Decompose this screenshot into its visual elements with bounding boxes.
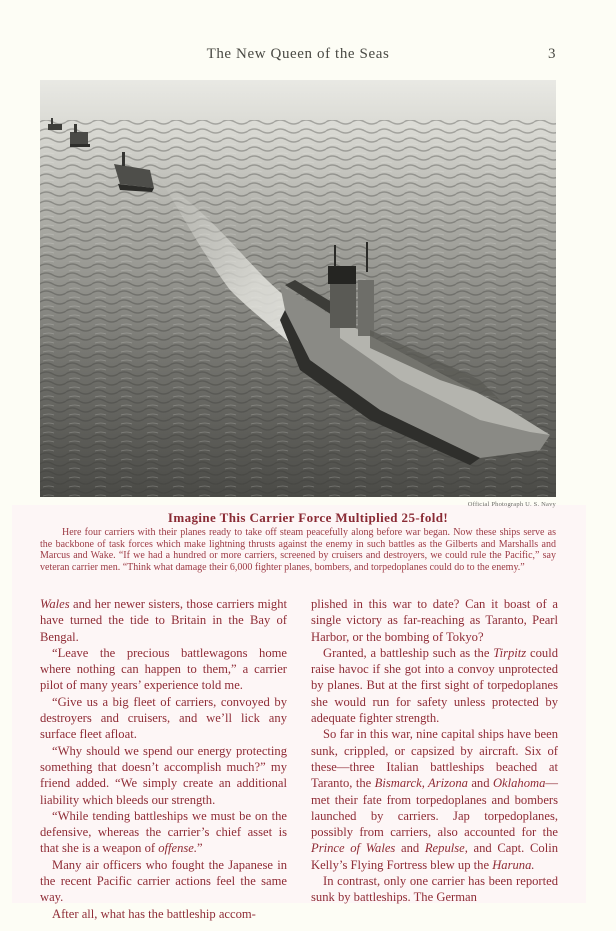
running-head <box>0 46 616 66</box>
ship-name: Repulse, <box>424 841 468 856</box>
photo-credit: Official Photograph U. S. Navy <box>467 501 556 508</box>
paragraph: Many air officers who fought the Japanese in the recent Pacific carrier actions feel the same way. <box>40 857 287 905</box>
paragraph-text: could raise havoc if she got into a convoy unprotected by planes. But at the first sight of torpedoplanes she would run for safety unless protected by adequate fighter strength. <box>311 645 558 726</box>
paragraph: plished in this war to date? Can it boast of a single victory as far-reaching as Taranto, Pearl Harbor, or the bombing of Tokyo? <box>311 597 558 644</box>
ship-name: Tirpitz <box>493 645 527 660</box>
paragraph: In contrast, only one carrier has been reported sunk by battleships. The German <box>311 874 558 905</box>
paragraph <box>40 596 287 645</box>
carrier-photograph <box>40 80 556 497</box>
running-title: The New Queen of the Seas <box>206 46 390 62</box>
caption-body: Here four carriers with their planes ready to take off steam peacefully along before war began. Now these ships serve as the backbone of task forces which make lightning thrusts against the enemy in such battles as the Gilberts and Marshalls and Marcus and Wake. “If we had a hundred or more carriers, screened by cruisers and destroyers, we could rule the Pacific,” say veteran carrier men. “Think what damage their 6,000 fighter planes, bombers, and torpedoplanes could do to the enemy.” <box>40 527 556 573</box>
left-column <box>40 596 287 922</box>
photo-illustration <box>40 80 556 497</box>
paragraph-text: So far in this war, nine capital ships have been sunk, crippled, or capsized by aircraft. Six of these—three Italian battleships beached at Taranto, the <box>311 727 558 791</box>
paragraph <box>311 726 558 873</box>
ship-name: Prince of Wales <box>311 841 396 856</box>
paragraph <box>40 808 287 857</box>
ship-name: Oklahoma <box>492 776 546 791</box>
paragraph-text: —met their fate from torpedoplanes and bombers launched by carriers. Jap torpedoplanes, possibly from carriers, also accounted for the <box>311 776 558 840</box>
paragraph-text: and <box>467 776 493 791</box>
article-columns <box>40 596 558 922</box>
caption-title: Imagine This Carrier Force Multiplied 25-fold! <box>167 510 449 525</box>
paragraph-text: and Capt. Colin Kelly’s Flying Fortress blew up the <box>311 841 558 872</box>
right-column <box>311 596 558 922</box>
paragraph: “Leave the precious battlewagons home where nothing can happen to them,” a carrier pilot of many years’ experience told me. <box>40 645 287 693</box>
emphasis: offense. <box>158 841 198 856</box>
paragraph: “Why should we spend our energy protecting something that doesn’t accomplish much?” my friend added. “We simply create an additional liability which bleeds our strength. <box>40 743 287 807</box>
paragraph: “Give us a big fleet of carriers, convoyed by destroyers and cruisers, and we’ll lick any surface fleet afloat. <box>40 694 287 742</box>
paragraph-text: ” <box>197 841 203 856</box>
page-number: 3 <box>548 46 556 62</box>
paragraph-text: and <box>395 841 425 856</box>
paragraph-text: “While tending battleships we must be on the defensive, whereas the carrier’s chief asset is that she is a weapon of <box>40 808 287 856</box>
paragraph-text: and her newer sisters, those carriers might have turned the tide to Britain in the Bay of Bengal. <box>40 597 287 644</box>
ship-name: Wales <box>40 597 70 611</box>
ship-name: Haruna. <box>492 857 535 872</box>
paragraph-text: Granted, a battleship such as the <box>323 645 494 660</box>
paragraph <box>311 645 558 726</box>
ship-name: Bismarck, Arizona <box>374 776 468 791</box>
paragraph: After all, what has the battleship accom- <box>52 906 256 921</box>
